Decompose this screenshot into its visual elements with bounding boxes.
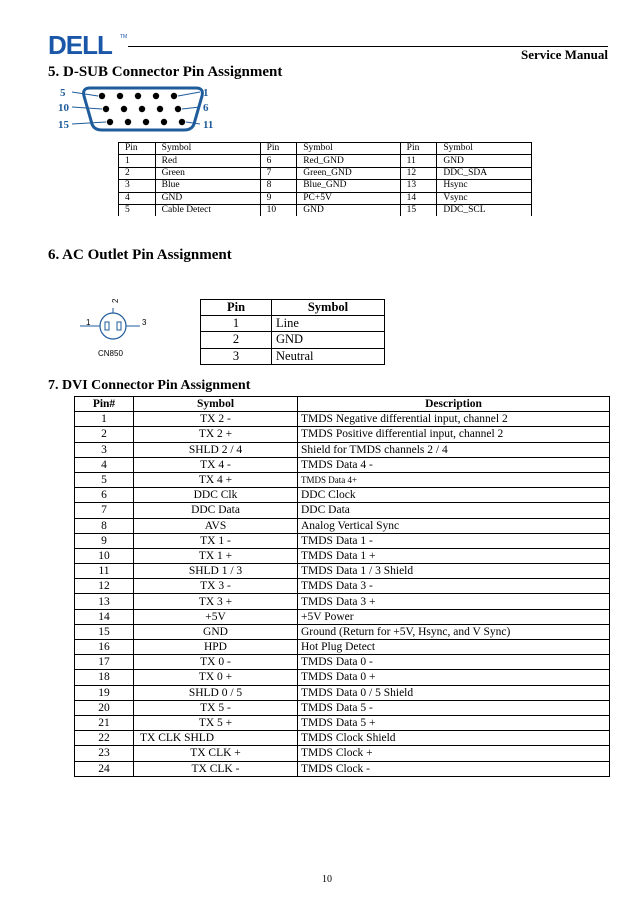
table-cell: 19: [75, 685, 134, 700]
table-cell: Blue: [155, 180, 260, 192]
table-cell: TX 2 +: [134, 427, 298, 442]
table-row: [75, 640, 610, 655]
table-cell: TX 2 -: [134, 412, 298, 427]
table-cell: 13: [400, 180, 437, 192]
table-cell: 3: [201, 348, 272, 364]
table-cell: 13: [75, 594, 134, 609]
table-cell: 6: [260, 155, 297, 167]
table-cell: HPD: [134, 640, 298, 655]
table-cell: 14: [75, 609, 134, 624]
ac-outlet-pin-table: [200, 299, 385, 365]
table-row: [201, 348, 385, 364]
table-cell: 5: [119, 204, 156, 216]
table-row: [75, 564, 610, 579]
table-row: [75, 685, 610, 700]
table-row: [75, 700, 610, 715]
table-row: [75, 442, 610, 457]
table-cell: GND: [272, 332, 385, 348]
table-cell: 10: [75, 548, 134, 563]
table-header-row: [201, 300, 385, 316]
table-row: [75, 533, 610, 548]
table-cell: TX 0 -: [134, 655, 298, 670]
header-cell: Pin: [201, 300, 272, 316]
table-cell: AVS: [134, 518, 298, 533]
table-cell: TMDS Clock +: [298, 746, 610, 761]
table-row: [201, 316, 385, 332]
table-cell: TX 0 +: [134, 670, 298, 685]
table-row: [75, 746, 610, 761]
svg-text:3: 3: [142, 318, 147, 327]
header-cell: Symbol: [297, 143, 400, 155]
table-cell: Line: [272, 316, 385, 332]
table-cell: 1: [119, 155, 156, 167]
table-row: [75, 457, 610, 472]
table-row: [75, 624, 610, 639]
table-cell: TMDS Data 3 -: [298, 579, 610, 594]
svg-text:15: 15: [58, 119, 69, 131]
table-cell: Vsync: [437, 192, 532, 204]
table-cell: TMDS Data 0 / 5 Shield: [298, 685, 610, 700]
table-row: [119, 204, 532, 216]
svg-text:DELL: DELL: [48, 30, 112, 58]
table-row: [119, 167, 532, 179]
table-cell: SHLD 1 / 3: [134, 564, 298, 579]
table-cell: TMDS Positive differential input, channel 2: [298, 427, 610, 442]
table-cell: Ground (Return for +5V, Hsync, and V Sync): [298, 624, 610, 639]
table-cell: TMDS Data 3 +: [298, 594, 610, 609]
table-cell: Analog Vertical Sync: [298, 518, 610, 533]
header-cell: Pin: [400, 143, 437, 155]
table-row: [75, 761, 610, 776]
table-cell: 8: [260, 180, 297, 192]
dsub-pin-table: [118, 142, 532, 216]
table-cell: 15: [400, 204, 437, 216]
table-cell: GND: [155, 192, 260, 204]
table-cell: 2: [201, 332, 272, 348]
table-cell: Green_GND: [297, 167, 400, 179]
table-cell: 20: [75, 700, 134, 715]
document-title: Service Manual: [520, 47, 608, 62]
table-cell: Neutral: [272, 348, 385, 364]
table-cell: TX 1 +: [134, 548, 298, 563]
table-cell: TX CLK SHLD: [134, 731, 298, 746]
table-row: [201, 332, 385, 348]
header-cell: Pin: [260, 143, 297, 155]
table-row: [75, 579, 610, 594]
table-cell: 11: [75, 564, 134, 579]
dell-logo: [48, 30, 130, 58]
table-cell: TX 3 -: [134, 579, 298, 594]
table-cell: 14: [400, 192, 437, 204]
svg-text:6: 6: [203, 102, 209, 114]
header-cell: Pin#: [75, 397, 134, 412]
table-cell: GND: [134, 624, 298, 639]
table-cell: 3: [75, 442, 134, 457]
table-cell: TMDS Data 1 -: [298, 533, 610, 548]
table-cell: Red: [155, 155, 260, 167]
svg-text:1: 1: [203, 87, 209, 99]
table-cell: 9: [75, 533, 134, 548]
table-cell: GND: [437, 155, 532, 167]
table-cell: TX 5 +: [134, 715, 298, 730]
table-cell: Shield for TMDS channels 2 / 4: [298, 442, 610, 457]
table-cell: 3: [119, 180, 156, 192]
table-cell: 5: [75, 472, 134, 487]
table-cell: TMDS Data 0 +: [298, 670, 610, 685]
table-cell: TMDS Data 5 +: [298, 715, 610, 730]
table-row: [75, 412, 610, 427]
table-header-row: [119, 143, 532, 155]
table-row: [75, 731, 610, 746]
table-cell: 12: [400, 167, 437, 179]
table-row: [75, 594, 610, 609]
table-row: [75, 715, 610, 730]
table-cell: Green: [155, 167, 260, 179]
header-cell: Symbol: [134, 397, 298, 412]
table-cell: Hot Plug Detect: [298, 640, 610, 655]
table-cell: 4: [119, 192, 156, 204]
dsub-section-title: 5. D-SUB Connector Pin Assignment: [48, 64, 283, 80]
dsub-connector-diagram: [58, 82, 218, 134]
table-cell: TX 3 +: [134, 594, 298, 609]
table-row: [75, 503, 610, 518]
svg-text:5: 5: [60, 87, 66, 99]
table-cell: GND: [297, 204, 400, 216]
table-cell: PC+5V: [297, 192, 400, 204]
table-cell: SHLD 0 / 5: [134, 685, 298, 700]
table-cell: Hsync: [437, 180, 532, 192]
dvi-pin-table: [74, 396, 610, 777]
table-cell: DDC_SCL: [437, 204, 532, 216]
table-cell: TMDS Data 0 -: [298, 655, 610, 670]
header-cell: Symbol: [437, 143, 532, 155]
header-cell: Description: [298, 397, 610, 412]
table-header-row: [75, 397, 610, 412]
table-cell: DDC_SDA: [437, 167, 532, 179]
table-cell: 7: [260, 167, 297, 179]
table-row: [75, 609, 610, 624]
page-number: 10: [322, 874, 332, 885]
table-cell: 21: [75, 715, 134, 730]
table-cell: TMDS Clock Shield: [298, 731, 610, 746]
table-cell: 4: [75, 457, 134, 472]
table-cell: TMDS Data 1 / 3 Shield: [298, 564, 610, 579]
svg-text:CN850: CN850: [98, 349, 123, 358]
table-cell: TMDS Data 4 -: [298, 457, 610, 472]
header-cell: Symbol: [155, 143, 260, 155]
table-cell: 16: [75, 640, 134, 655]
svg-text:11: 11: [203, 119, 214, 131]
table-cell: 1: [201, 316, 272, 332]
table-cell: DDC Clk: [134, 488, 298, 503]
table-cell: TX 4 +: [134, 472, 298, 487]
header-cell: Symbol: [272, 300, 385, 316]
table-cell: 9: [260, 192, 297, 204]
table-cell: 17: [75, 655, 134, 670]
table-cell: Blue_GND: [297, 180, 400, 192]
table-cell: DDC Data: [298, 503, 610, 518]
table-row: [75, 548, 610, 563]
table-cell: 7: [75, 503, 134, 518]
table-row: [75, 670, 610, 685]
table-cell: TX 4 -: [134, 457, 298, 472]
table-cell: 8: [75, 518, 134, 533]
table-cell: Red_GND: [297, 155, 400, 167]
svg-text:2: 2: [111, 298, 120, 303]
ac-outlet-diagram: [80, 294, 160, 360]
table-cell: 10: [260, 204, 297, 216]
table-cell: TX CLK -: [134, 761, 298, 776]
table-cell: 12: [75, 579, 134, 594]
ac-outlet-section-title: 6. AC Outlet Pin Assignment: [48, 247, 232, 263]
table-cell: TMDS Data 4+: [298, 472, 610, 487]
table-row: [75, 427, 610, 442]
table-cell: +5V: [134, 609, 298, 624]
svg-text:1: 1: [86, 318, 91, 327]
table-row: [75, 472, 610, 487]
table-cell: TMDS Negative differential input, channel 2: [298, 412, 610, 427]
table-cell: 22: [75, 731, 134, 746]
table-row: [75, 488, 610, 503]
table-cell: 23: [75, 746, 134, 761]
table-row: [75, 655, 610, 670]
table-cell: 2: [75, 427, 134, 442]
svg-text:10: 10: [58, 102, 69, 114]
table-cell: TX CLK +: [134, 746, 298, 761]
table-cell: SHLD 2 / 4: [134, 442, 298, 457]
table-cell: DDC Clock: [298, 488, 610, 503]
table-cell: Cable Detect: [155, 204, 260, 216]
table-cell: TX 1 -: [134, 533, 298, 548]
table-cell: 1: [75, 412, 134, 427]
table-cell: 18: [75, 670, 134, 685]
table-cell: DDC Data: [134, 503, 298, 518]
table-cell: TMDS Clock -: [298, 761, 610, 776]
table-row: [119, 155, 532, 167]
table-row: [75, 518, 610, 533]
table-cell: TX 5 -: [134, 700, 298, 715]
table-cell: 6: [75, 488, 134, 503]
header-cell: Pin: [119, 143, 156, 155]
table-cell: 11: [400, 155, 437, 167]
table-cell: TMDS Data 1 +: [298, 548, 610, 563]
table-cell: 24: [75, 761, 134, 776]
table-cell: TMDS Data 5 -: [298, 700, 610, 715]
table-cell: +5V Power: [298, 609, 610, 624]
table-cell: 2: [119, 167, 156, 179]
dvi-section-title: 7. DVI Connector Pin Assignment: [48, 378, 251, 393]
table-cell: 15: [75, 624, 134, 639]
table-row: [119, 192, 532, 204]
svg-text:TM: TM: [120, 34, 128, 40]
table-row: [119, 180, 532, 192]
